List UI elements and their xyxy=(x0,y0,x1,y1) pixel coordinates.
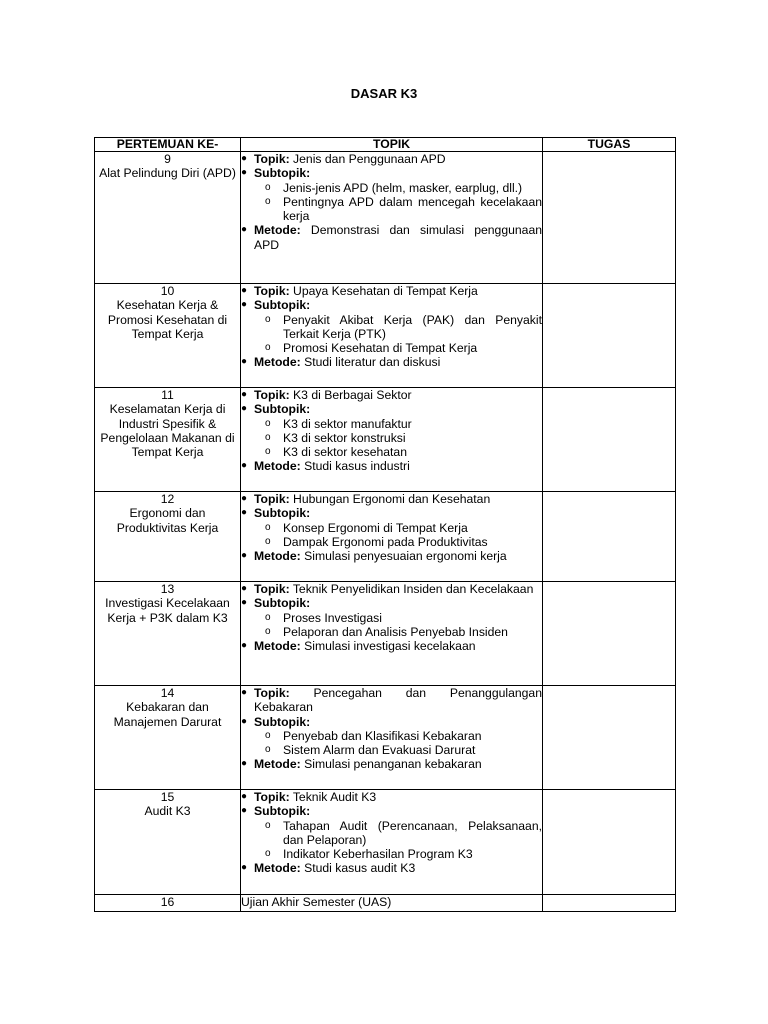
topic-cell xyxy=(241,790,543,895)
metode-item xyxy=(241,355,542,369)
topik-item xyxy=(241,790,542,804)
topik-value: Jenis dan Penggunaan APD xyxy=(293,152,446,166)
subtopik-entry xyxy=(241,445,542,459)
subtopik-entry xyxy=(241,729,542,743)
subtopik-entry xyxy=(241,181,542,195)
subtopik-text: Promosi Kesehatan di Tempat Kerja xyxy=(283,341,478,356)
subtopik-entry xyxy=(241,341,542,355)
table-row xyxy=(95,582,676,686)
table-row xyxy=(95,388,676,492)
subtopik-entry xyxy=(241,431,542,445)
bullet-icon: ● xyxy=(241,583,248,594)
subtopik-entry xyxy=(241,743,542,757)
meeting-number: 13 xyxy=(160,582,175,596)
topic-cell xyxy=(241,895,543,912)
topik-value: Teknik Audit K3 xyxy=(292,790,377,804)
subtopik-text: Penyebab dan Klasifikasi Kebakaran xyxy=(283,728,482,743)
bullet-icon: ● xyxy=(241,791,248,802)
topik-label: Topik: xyxy=(254,582,290,596)
topik-label: Topik: xyxy=(254,152,290,166)
bullet-icon: ● xyxy=(241,460,248,472)
metode-item xyxy=(241,861,542,875)
table-row xyxy=(95,686,676,790)
meeting-number: 12 xyxy=(160,492,175,506)
subtopik-item xyxy=(241,298,542,312)
bullet-icon: ● xyxy=(241,493,248,504)
subtopik-text: K3 di sektor manufaktur xyxy=(283,416,412,431)
meeting-number: 11 xyxy=(161,388,174,402)
subtopik-text: K3 di sektor kesehatan xyxy=(283,445,407,460)
subtopik-text: Tahapan Audit (Perencanaan, Pelaksanaan, dan Pelaporan) xyxy=(283,818,542,847)
subtopik-item xyxy=(241,506,542,520)
metode-value: Studi kasus audit K3 xyxy=(304,861,416,876)
metode-value: Demonstrasi dan simulasi penggunaan APD xyxy=(254,223,542,252)
topik-label: Topik: xyxy=(254,388,290,402)
tugas-cell xyxy=(543,284,676,388)
circle-bullet-icon: o xyxy=(265,181,271,193)
circle-bullet-icon: o xyxy=(265,744,271,756)
bullet-icon: ● xyxy=(241,758,248,770)
meeting-cell xyxy=(95,895,241,912)
topik-item xyxy=(241,388,542,402)
metode-value: Simulasi penyesuaian ergonomi kerja xyxy=(304,549,507,564)
bullet-icon: ● xyxy=(241,597,248,609)
subtopik-label: Subtopik: xyxy=(254,804,311,819)
meeting-cell xyxy=(95,152,241,284)
tugas-cell xyxy=(543,582,676,686)
tugas-cell xyxy=(543,152,676,284)
metode-label: Metode: xyxy=(254,861,301,876)
topik-value: Teknik Penyelidikan Insiden dan Kecelakaan xyxy=(292,582,534,596)
metode-label: Metode: xyxy=(254,223,301,238)
meeting-title: Ergonomi dan Produktivitas Kerja xyxy=(116,506,219,535)
bullet-icon: ● xyxy=(241,403,248,415)
bullet-icon: ● xyxy=(241,640,248,652)
topik-item xyxy=(241,152,542,166)
subtopik-entry xyxy=(241,819,542,848)
metode-item xyxy=(241,639,542,653)
meeting-title: Investigasi Kecelakaan Kerja + P3K dalam K3 xyxy=(105,596,230,625)
topic-cell xyxy=(241,388,543,492)
meeting-cell xyxy=(95,686,241,790)
bullet-icon: ● xyxy=(241,550,248,562)
tugas-cell xyxy=(543,895,676,912)
topic-cell xyxy=(241,492,543,582)
bullet-icon: ● xyxy=(241,507,248,519)
circle-bullet-icon: o xyxy=(265,535,271,547)
meeting-title: Keselamatan Kerja di Industri Spesifik & Pengelolaan Makanan di Tempat Kerja xyxy=(100,402,235,460)
tugas-cell xyxy=(543,790,676,895)
subtopik-label: Subtopik: xyxy=(254,298,311,313)
metode-label: Metode: xyxy=(254,459,301,474)
meeting-number: 15 xyxy=(160,790,175,804)
circle-bullet-icon: o xyxy=(265,446,271,458)
topic-cell xyxy=(241,686,543,790)
circle-bullet-icon: o xyxy=(265,521,271,533)
subtopik-label: Subtopik: xyxy=(254,166,311,181)
topik-item xyxy=(241,492,542,506)
bullet-icon: ● xyxy=(241,224,248,236)
subtopik-text: Sistem Alarm dan Evakuasi Darurat xyxy=(283,743,476,758)
meeting-cell xyxy=(95,284,241,388)
subtopik-text: Jenis-jenis APD (helm, masker, earplug, dll.) xyxy=(283,180,523,195)
meeting-cell xyxy=(95,790,241,895)
subtopik-text: Penyakit Akibat Kerja (PAK) dan Penyakit Terkait Kerja (PTK) xyxy=(283,312,542,341)
subtopik-label: Subtopik: xyxy=(254,506,311,521)
header-tugas: TUGAS xyxy=(543,138,676,152)
table-row xyxy=(95,284,676,388)
topik-label: Topik: xyxy=(254,492,290,506)
subtopik-entry xyxy=(241,625,542,639)
subtopik-text: K3 di sektor konstruksi xyxy=(283,430,406,445)
topic-cell xyxy=(241,284,543,388)
bullet-icon: ● xyxy=(241,153,248,164)
page-title: DASAR K3 xyxy=(350,86,418,101)
metode-value: Simulasi penanganan kebakaran xyxy=(304,757,482,772)
metode-label: Metode: xyxy=(254,639,301,654)
metode-item xyxy=(241,549,542,563)
meeting-title: Alat Pelindung Diri (APD) xyxy=(99,166,236,181)
topik-label: Topik: xyxy=(254,686,290,700)
bullet-icon: ● xyxy=(241,299,248,311)
topik-item xyxy=(241,284,542,298)
circle-bullet-icon: o xyxy=(265,819,271,831)
subtopik-text: Pentingnya APD dalam mencegah kecelakaan kerja xyxy=(283,194,542,224)
syllabus-table xyxy=(94,137,676,912)
table-row xyxy=(95,152,676,284)
header-topik: TOPIK xyxy=(241,138,543,152)
subtopik-text: Proses Investigasi xyxy=(283,610,382,625)
bullet-icon: ● xyxy=(241,862,248,874)
topik-value: Hubungan Ergonomi dan Kesehatan xyxy=(293,492,491,506)
metode-value: Simulasi investigasi kecelakaan xyxy=(304,639,476,654)
subtopik-entry xyxy=(241,417,542,431)
subtopik-label: Subtopik: xyxy=(254,402,311,417)
bullet-icon: ● xyxy=(241,687,248,698)
subtopik-text: Dampak Ergonomi pada Produktivitas xyxy=(283,534,488,549)
table-row xyxy=(95,895,676,912)
table-row xyxy=(95,492,676,582)
metode-label: Metode: xyxy=(254,757,301,772)
topik-label: Topik: xyxy=(254,790,290,804)
meeting-cell xyxy=(95,582,241,686)
circle-bullet-icon: o xyxy=(265,848,271,860)
topic-cell xyxy=(241,582,543,686)
circle-bullet-icon: o xyxy=(265,342,271,354)
subtopik-entry xyxy=(241,535,542,549)
circle-bullet-icon: o xyxy=(265,729,271,741)
topic-text: Ujian Akhir Semester (UAS) xyxy=(241,895,392,909)
subtopik-label: Subtopik: xyxy=(254,596,311,611)
subtopik-entry xyxy=(241,521,542,535)
meeting-cell xyxy=(95,388,241,492)
subtopik-item xyxy=(241,402,542,416)
topic-cell xyxy=(241,152,543,284)
subtopik-text: Konsep Ergonomi di Tempat Kerja xyxy=(283,520,468,535)
circle-bullet-icon: o xyxy=(265,625,271,637)
topik-item xyxy=(241,686,542,715)
table-row xyxy=(95,790,676,895)
subtopik-item xyxy=(241,166,542,180)
topik-value: Pencegahan dan Penanggulangan Kebakaran xyxy=(254,686,542,715)
circle-bullet-icon: o xyxy=(265,431,271,443)
subtopik-label: Subtopik: xyxy=(254,714,311,729)
subtopik-item xyxy=(241,596,542,610)
meeting-cell xyxy=(95,492,241,582)
meeting-number: 16 xyxy=(160,895,175,909)
tugas-cell xyxy=(543,686,676,790)
topik-value: Upaya Kesehatan di Tempat Kerja xyxy=(293,284,478,298)
bullet-icon: ● xyxy=(241,356,248,368)
topik-value: K3 di Berbagai Sektor xyxy=(293,388,412,402)
subtopik-entry xyxy=(241,611,542,625)
meeting-number: 9 xyxy=(164,152,171,166)
tugas-cell xyxy=(543,388,676,492)
meeting-number: 10 xyxy=(160,284,175,298)
topik-item xyxy=(241,582,542,596)
subtopik-entry xyxy=(241,847,542,861)
header-pertemuan: PERTEMUAN KE- xyxy=(95,138,241,152)
circle-bullet-icon: o xyxy=(265,611,271,623)
bullet-icon: ● xyxy=(241,389,248,400)
table-header-row xyxy=(95,138,676,152)
circle-bullet-icon: o xyxy=(265,195,271,207)
meeting-title: Kebakaran dan Manajemen Darurat xyxy=(113,700,222,729)
metode-item xyxy=(241,223,542,252)
metode-value: Studi kasus industri xyxy=(304,459,410,474)
bullet-icon: ● xyxy=(241,715,248,727)
subtopik-text: Pelaporan dan Analisis Penyebab Insiden xyxy=(283,624,508,639)
metode-label: Metode: xyxy=(254,355,301,370)
subtopik-entry xyxy=(241,313,542,342)
topik-label: Topik: xyxy=(254,284,290,298)
bullet-icon: ● xyxy=(241,805,248,817)
bullet-icon: ● xyxy=(241,167,248,179)
bullet-icon: ● xyxy=(241,285,248,296)
subtopik-item xyxy=(241,715,542,729)
circle-bullet-icon: o xyxy=(265,417,271,429)
meeting-title: Kesehatan Kerja & Promosi Kesehatan di Tempat Kerja xyxy=(107,298,228,341)
circle-bullet-icon: o xyxy=(265,313,271,325)
subtopik-item xyxy=(241,804,542,818)
subtopik-entry xyxy=(241,195,542,224)
meeting-number: 14 xyxy=(160,686,175,700)
metode-value: Studi literatur dan diskusi xyxy=(304,355,441,370)
metode-label: Metode: xyxy=(254,549,301,564)
tugas-cell xyxy=(543,492,676,582)
metode-item xyxy=(241,757,542,771)
subtopik-text: Indikator Keberhasilan Program K3 xyxy=(283,847,473,862)
metode-item xyxy=(241,459,542,473)
meeting-title: Audit K3 xyxy=(144,804,191,819)
